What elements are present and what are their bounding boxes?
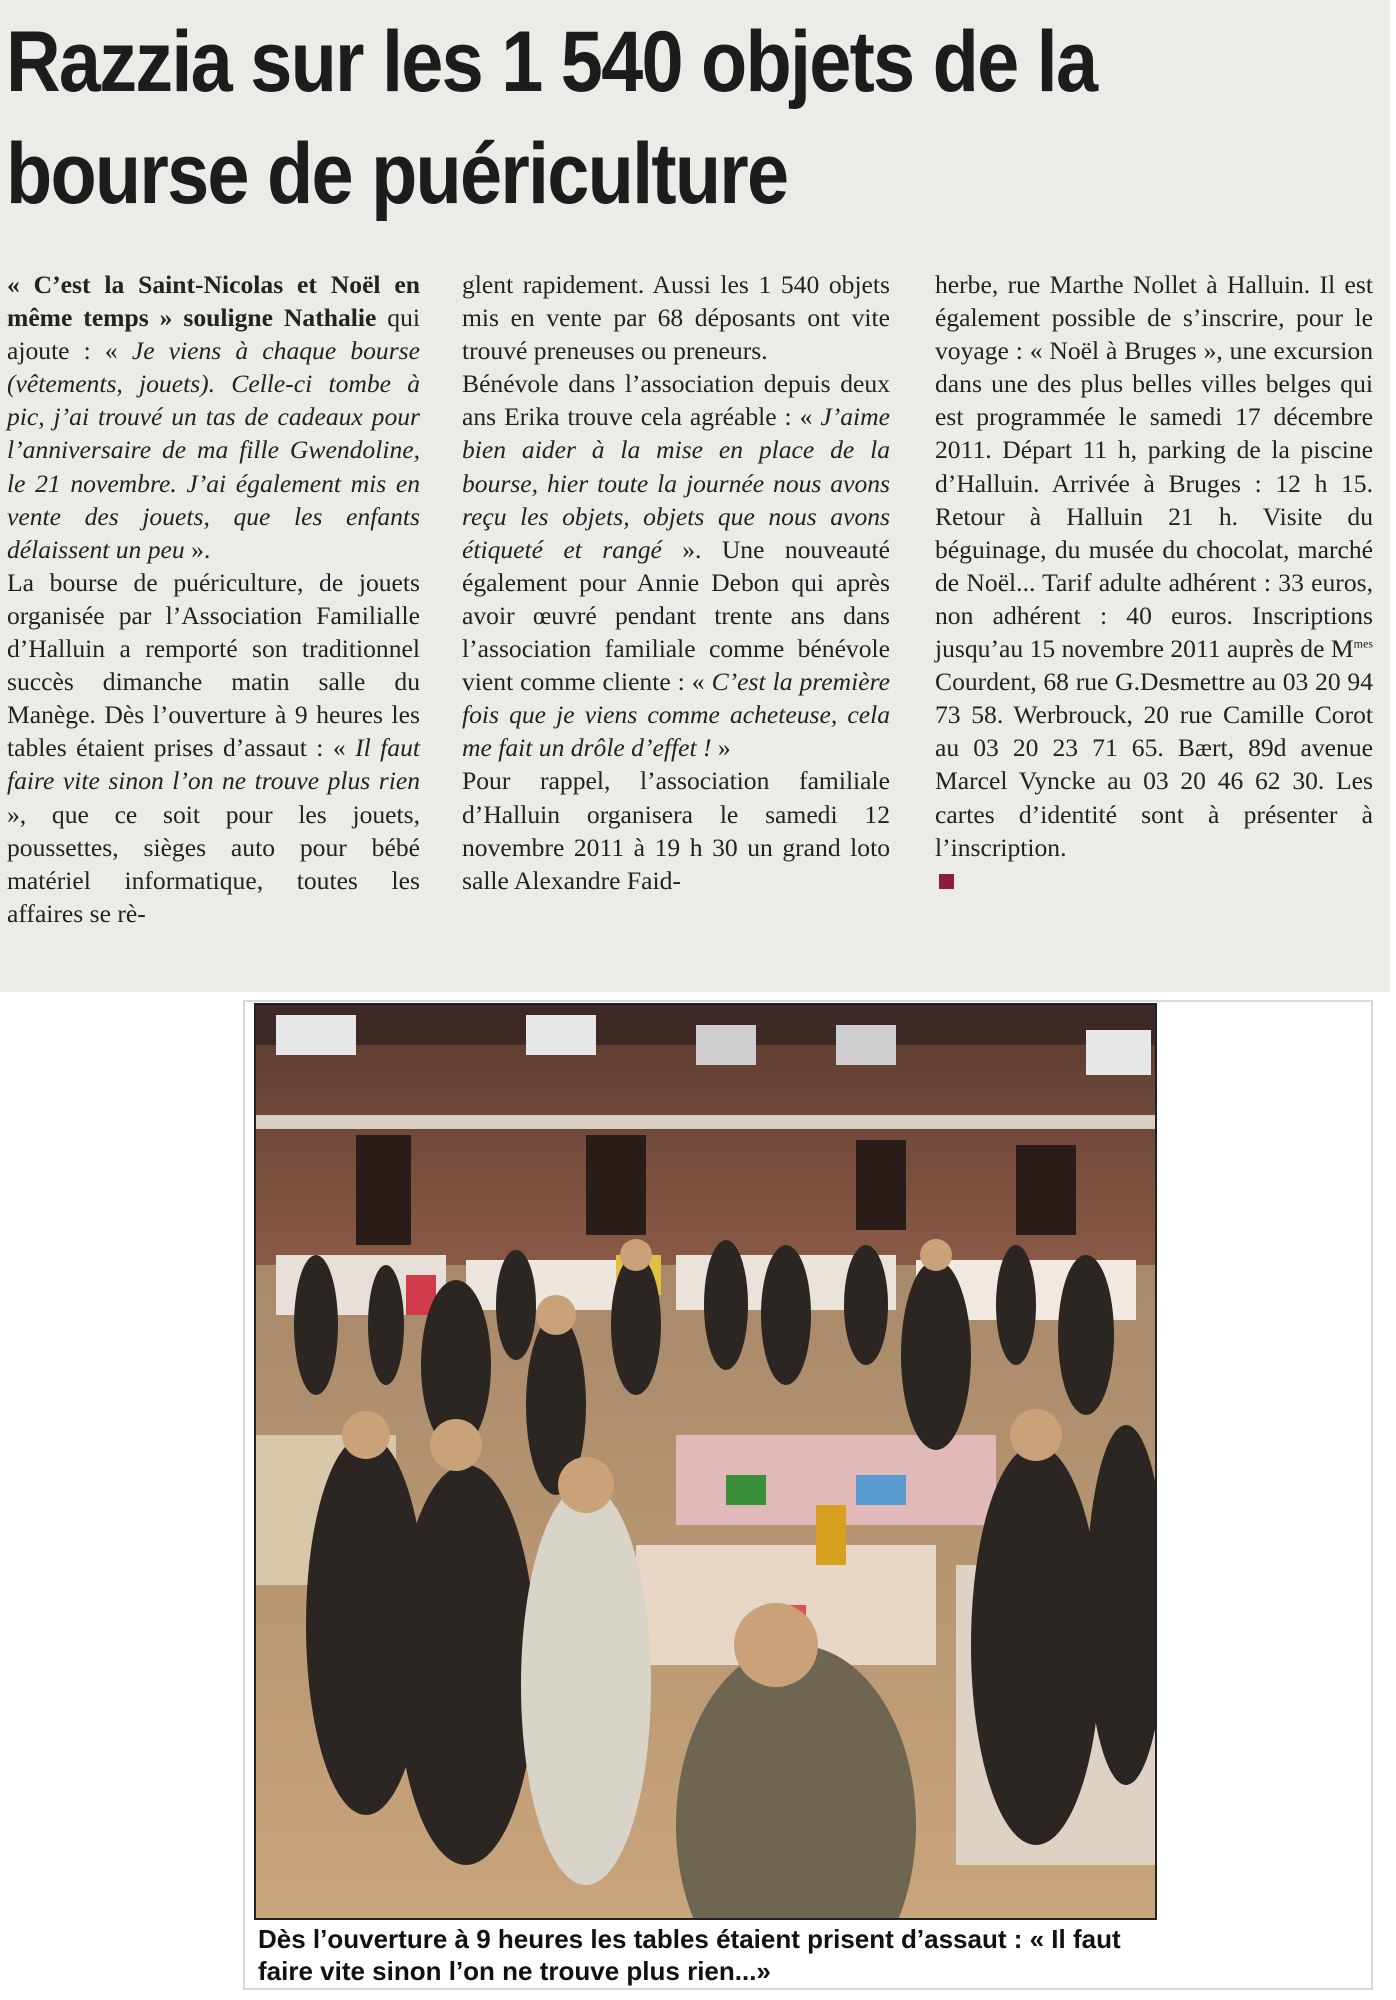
paragraph-objects-sold: glent rapidement. Aussi les 1 540 objets mis en vente par 68 déposants ont vite trouvé preneuses ou preneurs. <box>462 270 890 366</box>
article-column-2 <box>462 268 890 897</box>
nathalie-quote: Je viens à chaque bourse (vêtements, jouets). Celle-ci tombe à pic, j’ai trouvé un tas de cadeaux pour l’anniversaire de ma fille Gwendoline, le 21 novembre. J’ai également mis en vente des jouets, que les enfants délaissent un peu <box>7 336 421 564</box>
assault-quote: Il faut faire vite sinon l’on ne trouve plus rien <box>7 733 420 796</box>
article-column-1 <box>7 268 420 930</box>
article-column-3 <box>935 268 1373 897</box>
photo-market-hall <box>254 1003 1157 1920</box>
erika-quote: J’aime bien aider à la mise en place de la bourse, hier toute la journée nous avons reçu les objets, objets que nous avons étiqueté et rangé <box>462 402 890 564</box>
headline: Razzia sur les 1 540 objets de la bourse de puériculture <box>6 14 1097 222</box>
newspaper-clipping <box>0 0 1390 992</box>
paragraph-bourse-description: La bourse de puériculture, de jouets organisée par l’Association Familialle d’Halluin a remporté son traditionnel succès dimanche matin salle du Manège. Dès l’ouverture à 9 heures les tables étaient prises d’assaut : « Il faut faire vite sinon l’on ne trouve plus rien », que ce soit pour les jouets, poussettes, sièges auto pour bébé matériel informatique, toutes les affaires se rè- <box>7 567 420 928</box>
annie-quote: C’est la première fois que je viens comme acheteuse, cela me fait un drôle d’effet ! <box>462 667 890 763</box>
article-end-mark <box>939 874 954 889</box>
paragraph-nathalie-quote: « C’est la Saint-Nicolas et Noël en même temps » souligne Nathalie qui ajoute : « Je viens à chaque bourse (vêtements, jouets). Celle-ci tombe à pic, j’ai trouvé un tas de cadeaux pour l’anniversaire de ma fille Gwendoline, le 21 novembre. J’ai également mis en vente des jouets, que les enfants délaissent un peu ». <box>7 270 421 564</box>
paragraph-loto-reminder: Pour rappel, l’association familiale d’Halluin organisera le samedi 12 novembre 2011 à 19 h 30 un grand loto salle Alexandre Faid- <box>462 766 890 895</box>
photo-caption: Dès l’ouverture à 9 heures les tables étaient prisent d’assaut : « Il faut faire vite sinon l’on ne trouve plus rien...» <box>258 1924 1121 1986</box>
paragraph-bruges-trip: herbe, rue Marthe Nollet à Halluin. Il est également possible de s’inscrire, pour le voyage : « Noël à Bruges », une excursion dans une des plus belles villes belges qui est programmée le samedi 17 décembre 2011. Départ 11 h, parking de la piscine d’Halluin. Arrivée à Bruges : 12 h 15. Retour à Halluin 21 h. Visite du béguinage, du musée du chocolat, marché de Noël... Tarif adulte adhérent : 33 euros, non adhérent : 40 euros. Inscriptions jusqu’au 15 novembre 2011 auprès de $M^{mes}$ Courdent, 68 rue G.Desmettre au 03 20 94 73 58. Werbrouck, 20 rue Camille Corot au 03 20 23 71 65. Bært, 89d avenue Marcel Vyncke au 03 20 46 62 30. Les cartes d’identité sont à présenter à l’inscription. <box>935 270 1373 862</box>
paragraph-volunteers: Bénévole dans l’association depuis deux ans Erika trouve cela agréable : « J’aime bien aider à la mise en place de la bourse, hier toute la journée nous avons reçu les objets, objets que nous avons étiqueté et rangé ». Une nouveauté également pour Annie Debon qui après avoir œuvré pendant trente ans dans l’association familiale comme bénévole vient comme cliente : « C’est la première fois que je viens comme acheteuse, cela me fait un drôle d’effet ! » <box>462 369 890 763</box>
lead-in-quote: « C’est la Saint-Nicolas et Noël en même temps » souligne Nathalie <box>7 270 420 333</box>
